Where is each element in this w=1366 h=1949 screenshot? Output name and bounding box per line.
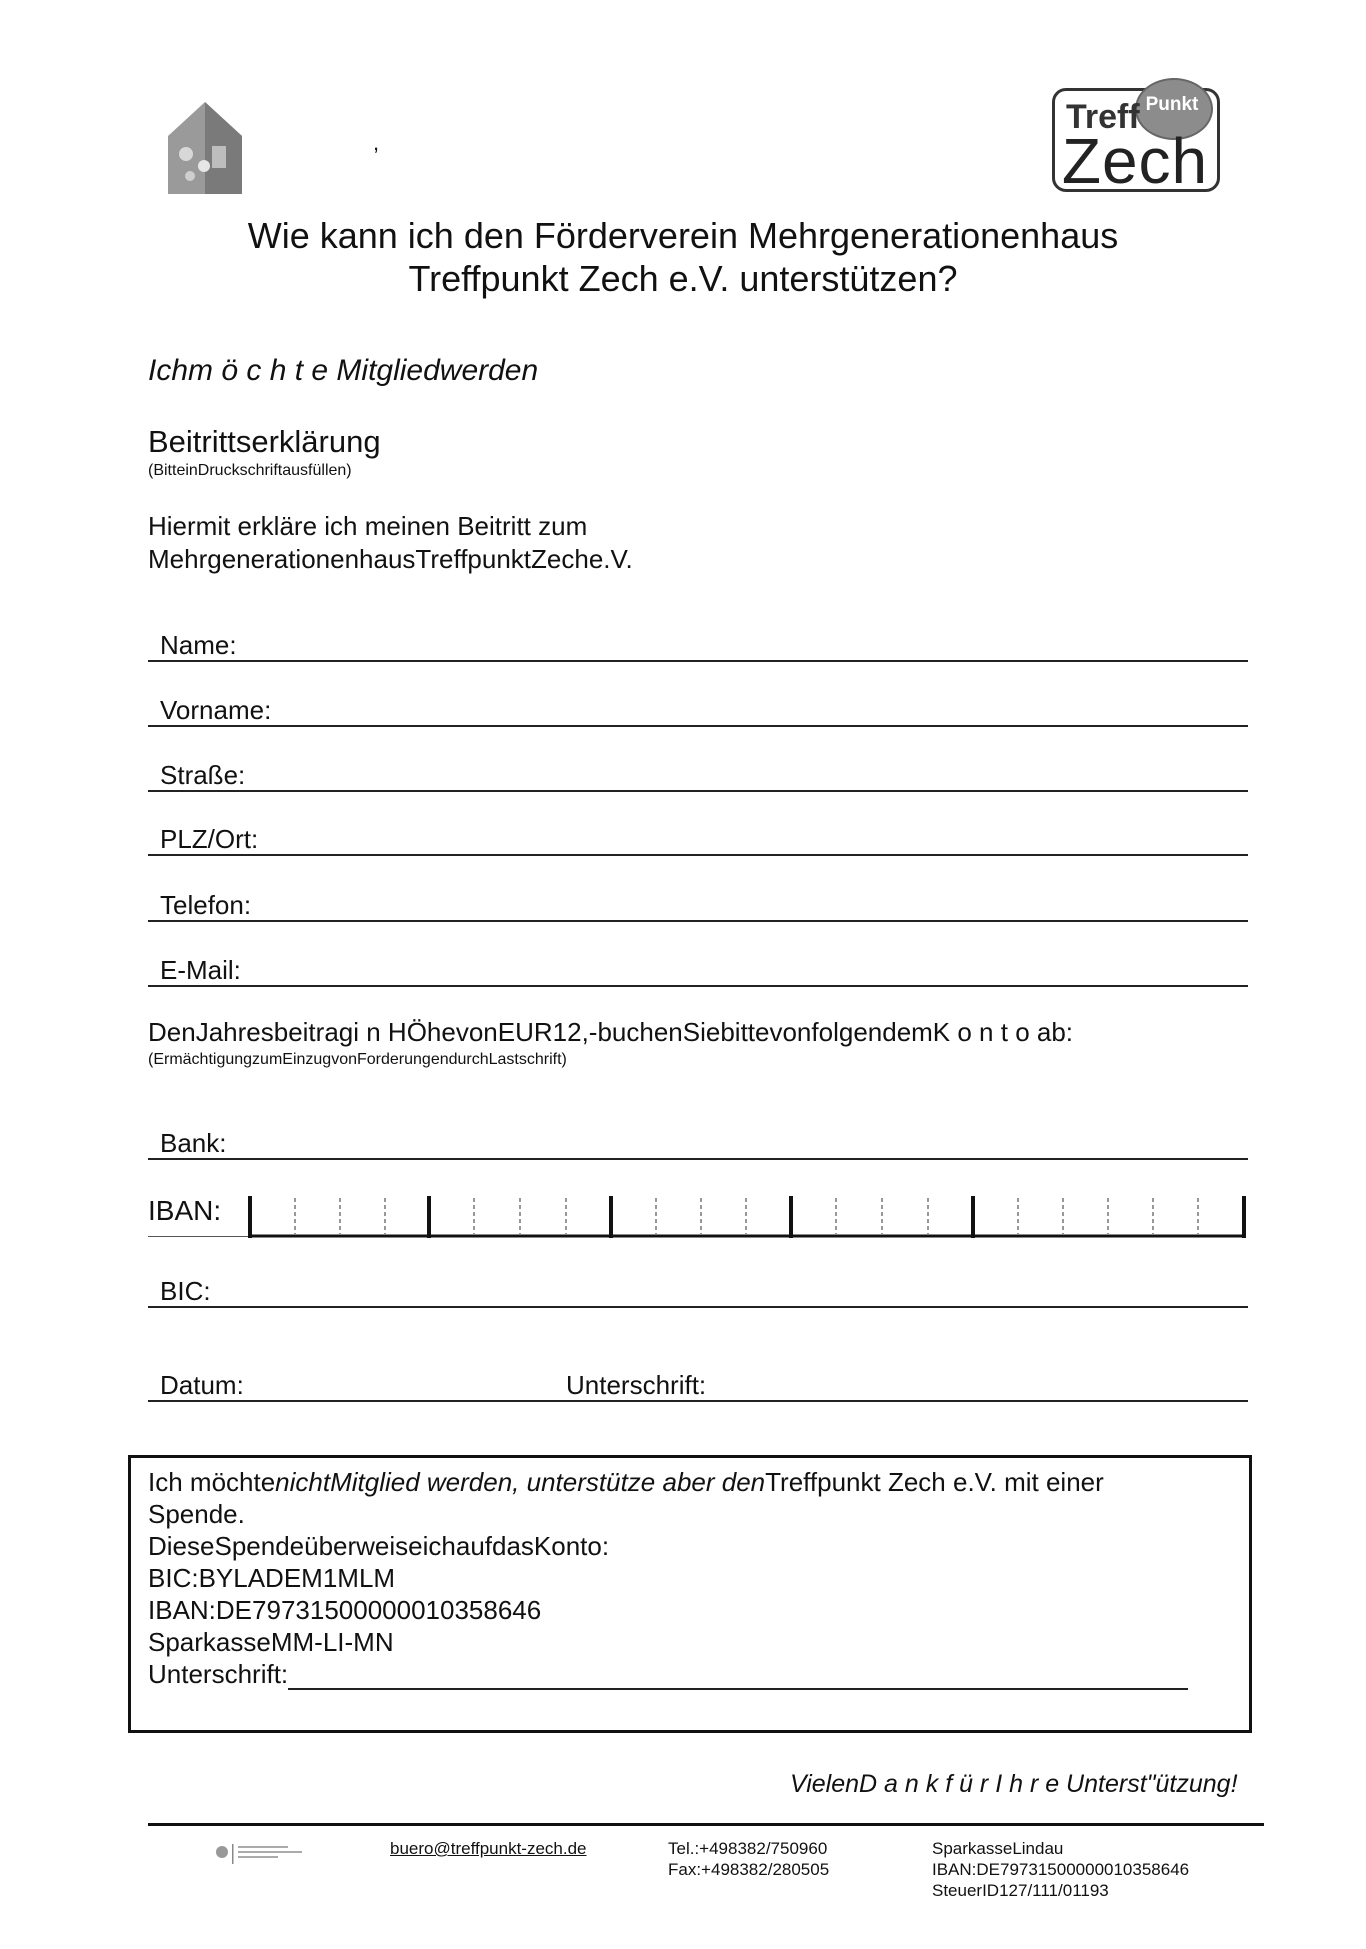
bic-label: BIC: <box>160 1276 211 1306</box>
declaration <box>148 510 948 576</box>
vorname-field[interactable] <box>148 691 1248 727</box>
bank-field[interactable] <box>148 1124 1248 1160</box>
donation-line-1c: Treffpunkt Zech e.V. mit einer <box>765 1467 1104 1497</box>
bank-label: Bank: <box>160 1128 227 1158</box>
footer-contact <box>668 1838 829 1880</box>
declaration-line-2: MehrgenerationenhausTreffpunktZeche.V. <box>148 544 633 574</box>
footer-tax-id: SteuerID127/111/01193 <box>932 1881 1109 1900</box>
logo-zech-text: Zech <box>1061 125 1209 197</box>
telefon-field[interactable] <box>148 886 1248 922</box>
name-field[interactable] <box>148 626 1248 662</box>
annual-fee-text: DenJahresbeitragi n HÖhevonEUR12,-buchenSiebittevonfolgendemK o n t o ab: <box>148 1017 1074 1047</box>
footer-fax: Fax:+498382/280505 <box>668 1860 830 1879</box>
footer-bank: SparkasseLindau <box>932 1839 1064 1858</box>
date-signature-line[interactable] <box>148 1366 1248 1402</box>
direct-debit-note: (ErmächtigungzumEinzugvonForderungendurchLastschrift) <box>148 1051 567 1068</box>
footer-divider <box>148 1823 1264 1826</box>
iban-label: IBAN: <box>148 1195 222 1226</box>
footer-tel: Tel.:+498382/750960 <box>668 1839 828 1858</box>
membership-heading: Ichm ö c h t e Mitgliedwerden <box>148 354 539 387</box>
title-line-2: Treffpunkt Zech e.V. unterstützen? <box>408 258 958 299</box>
logo-punkt-text: Punkt <box>1145 94 1199 115</box>
email-label: E-Mail: <box>160 955 241 985</box>
footer-iban: IBAN:DE79731500000010358646 <box>932 1860 1190 1879</box>
strasse-field[interactable] <box>148 756 1248 792</box>
donation-line-1a: Ich möchte <box>148 1467 276 1497</box>
logo-treff-text: Treff <box>1066 98 1140 136</box>
donation-line-3: DieseSpendeüberweiseichaufdasKonto: <box>148 1531 610 1561</box>
telefon-label: Telefon: <box>160 890 252 920</box>
plz-ort-label: PLZ/Ort: <box>160 824 259 854</box>
donation-signature-label: Unterschrift: <box>148 1659 289 1689</box>
donation-line-1b: nichtMitglied werden, unterstütze aber den <box>275 1467 766 1497</box>
donation-signature[interactable] <box>148 1658 1208 1690</box>
datum-label: Datum: <box>160 1370 244 1400</box>
donation-iban: IBAN:DE79731500000010358646 <box>148 1595 542 1625</box>
page-title <box>183 214 1183 300</box>
stray-mark: , <box>373 130 380 155</box>
strasse-label: Straße: <box>160 760 246 790</box>
ministry-logo <box>214 1842 314 1868</box>
iban-input-boxes[interactable] <box>248 1194 1246 1238</box>
form-note: (BitteinDruckschriftausfüllen) <box>148 462 352 479</box>
donation-signature-line[interactable] <box>288 1662 1188 1690</box>
vorname-label: Vorname: <box>160 695 272 725</box>
form-title: Beitrittserklärung <box>148 424 381 459</box>
donation-line-1 <box>148 1466 1208 1498</box>
unterschrift-label: Unterschrift: <box>566 1370 707 1400</box>
thanks-text: VielenD a n k f ü r I h r e Unterst"ützung! <box>790 1770 1238 1798</box>
donation-bank: SparkasseMM-LI-MN <box>148 1627 394 1657</box>
donation-line-2: Spende. <box>148 1499 245 1529</box>
plz-ort-field[interactable] <box>148 820 1248 856</box>
iban-label-underline <box>148 1236 248 1237</box>
bic-field[interactable] <box>148 1272 1248 1308</box>
donation-bic: BIC:BYLADEM1MLM <box>148 1563 396 1593</box>
email-field[interactable] <box>148 951 1248 987</box>
title-line-1: Wie kann ich den Förderverein Mehrgenerationenhaus <box>247 215 1119 256</box>
footer-bank-info <box>932 1838 1189 1901</box>
name-label: Name: <box>160 630 237 660</box>
donation-text <box>148 1466 1208 1690</box>
declaration-line-1: Hiermit erkläre ich meinen Beitritt zum <box>148 511 588 541</box>
house-logo <box>160 96 250 198</box>
footer-email-link[interactable]: buero@treffpunkt-zech.de <box>390 1839 587 1858</box>
